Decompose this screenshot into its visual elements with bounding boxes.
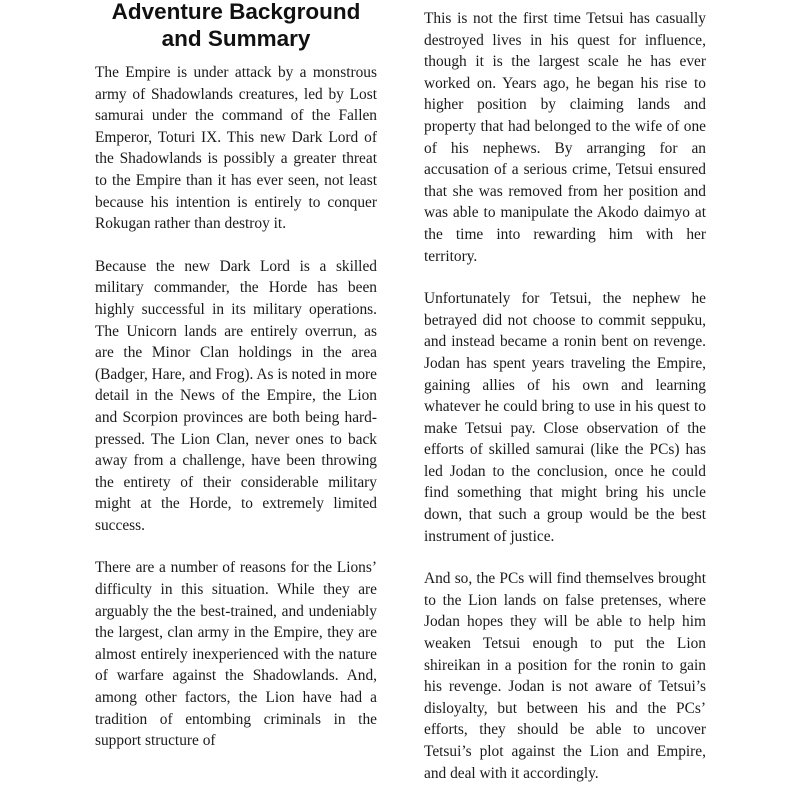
paragraph: Because the new Dark Lord is a skilled military commander, the Horde has been highly successful in its military operations. The Unicorn lands are entirely overrun, as are the Minor Clan holdings in the area (Badger, Hare, and Frog). As is noted in more detail in the News of the Empire, the Lion and Scorpion provinces are both being hard-pressed. The Lion Clan, never ones to back away from a challenge, have been throwing the entirety of their considerable military might at the Horde, to extremely limited success.: [95, 257, 377, 534]
section-title: Adventure Background and Summary: [111, 0, 361, 51]
paragraph: This is not the first time Tetsui has casually destroyed lives in his quest for influence, though it is the largest scale he has ever worked on. Years ago, he began his rise to higher position by claiming lands and property that had belonged to the wife of one of his nephews. By arranging for an accusation of a serious crime, Tetsui ensured that she was removed from her position and was able to manipulate the Akodo daimyo at the time into rewarding him with her territory.: [424, 10, 706, 265]
paragraph: And so, the PCs will find themselves brought to the Lion lands on false pretenses, where Jodan hopes they will be able to help him weaken Tetsui enough to put the Lion shireikan in a position for the ronin to gain his revenge. Jodan is not aware of Tetsui’s disloyalty, but between his and the PCs’ efforts, they should be able to uncover Tetsui’s plot against the Lion and Empire, and deal with it accordingly.: [424, 570, 706, 782]
left-column: [95, 0, 377, 773]
right-column: [424, 8, 706, 805]
paragraph: There are a number of reasons for the Lions’ difficulty in this situation. While they are arguably the the best-trained, and undeniably the largest, clan army in the Empire, they are almost entirely inexperienced with the nature of warfare against the Shadowlands. And, among other factors, the Lion have had a tradition of entombing criminals in the support structure of: [95, 559, 377, 750]
paragraph: Unfortunately for Tetsui, the nephew he betrayed did not choose to commit seppuku, and instead became a ronin bent on revenge. Jodan has spent years traveling the Empire, gaining allies of his own and learning whatever he could bring to use in his quest to make Tetsui pay. Close observation of the efforts of skilled samurai (like the PCs) has led Jodan to the conclusion, once he could find something that might bring his uncle down, that such a group would be the best instrument of justice.: [424, 290, 706, 545]
paragraph: The Empire is under attack by a monstrous army of Shadowlands creatures, led by Lost samurai under the command of the Fallen Emperor, Toturi IX. This new Dark Lord of the Shadowlands is possibly a greater threat to the Empire than it has ever seen, not least because his intention is entirely to conquer Rokugan rather than destroy it.: [95, 64, 377, 233]
